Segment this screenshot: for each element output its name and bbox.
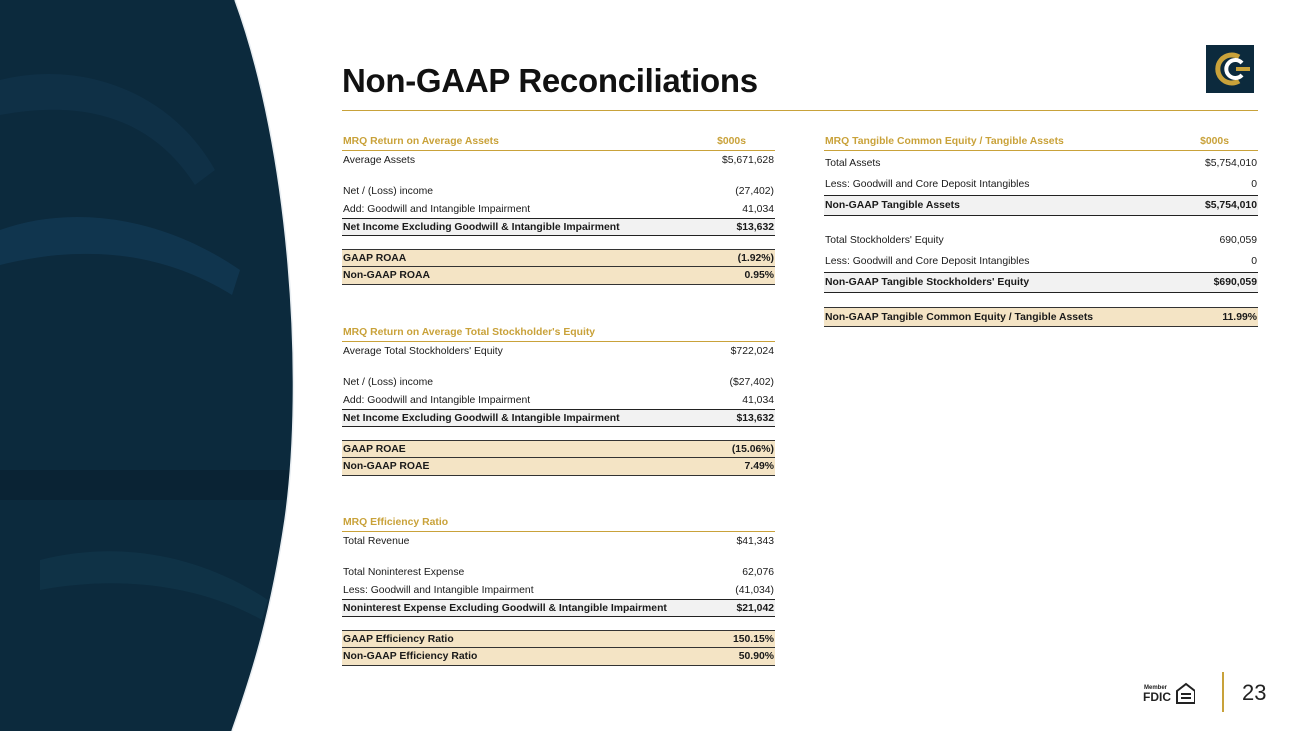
efficiency-table [342, 512, 775, 666]
table-row: Total Assets $5,754,010 [825, 157, 1257, 169]
table-row: Less: Goodwill and Intangible Impairment (41,034) [343, 584, 774, 596]
non-gaap-roae-row: Non-GAAP ROAE 7.49% [342, 458, 775, 476]
gaap-efficiency-row: GAAP Efficiency Ratio 150.15% [342, 630, 775, 648]
unit-label: $000s [717, 136, 746, 147]
company-logo-icon [1206, 45, 1254, 93]
fdic-logo-icon [1143, 681, 1195, 705]
fdic-member-text: Member [1144, 685, 1168, 691]
table-row: Average Assets $5,671,628 [343, 154, 774, 166]
page-title: Non-GAAP Reconciliations [342, 62, 758, 99]
fdic-text: FDIC [1143, 690, 1171, 704]
efficiency-header: MRQ Efficiency Ratio [342, 512, 775, 532]
table-row: Total Revenue $41,343 [343, 535, 774, 547]
non-gaap-roaa-row: Non-GAAP ROAA 0.95% [342, 267, 775, 285]
subtotal-row: Net Income Excluding Goodwill & Intangible Impairment $13,632 [342, 218, 775, 236]
non-gaap-efficiency-row: Non-GAAP Efficiency Ratio 50.90% [342, 648, 775, 666]
roae-table [342, 322, 775, 476]
table-row: Add: Goodwill and Intangible Impairment 41,034 [343, 203, 774, 215]
tce-header: MRQ Tangible Common Equity / Tangible Assets $000s [824, 131, 1258, 151]
table-row: Net / (Loss) income (27,402) [343, 185, 774, 197]
tce-ratio-row: Non-GAAP Tangible Common Equity / Tangible Assets 11.99% [824, 307, 1258, 327]
tangible-equity-table [824, 131, 1258, 327]
table-row: Less: Goodwill and Core Deposit Intangibles 0 [825, 255, 1257, 267]
title-divider [342, 110, 1258, 111]
tangible-equity-row: Non-GAAP Tangible Stockholders' Equity $690,059 [824, 272, 1258, 293]
gaap-roae-row: GAAP ROAE (15.06%) [342, 440, 775, 458]
table-row: Less: Goodwill and Core Deposit Intangibles 0 [825, 178, 1257, 190]
roae-header: MRQ Return on Average Total Stockholder's Equity [342, 322, 775, 342]
subtotal-row: Noninterest Expense Excluding Goodwill & Intangible Impairment $21,042 [342, 599, 775, 617]
table-row: Net / (Loss) income ($27,402) [343, 376, 774, 388]
table-row: Add: Goodwill and Intangible Impairment 41,034 [343, 394, 774, 406]
footer-divider [1222, 672, 1224, 712]
tangible-assets-row: Non-GAAP Tangible Assets $5,754,010 [824, 195, 1258, 216]
gaap-roaa-row: GAAP ROAA (1.92%) [342, 249, 775, 267]
unit-label: $000s [1200, 136, 1229, 147]
table-row: Average Total Stockholders' Equity $722,024 [343, 345, 774, 357]
page-number: 23 [1242, 680, 1267, 705]
background-graphic [0, 0, 300, 731]
roaa-header: MRQ Return on Average Assets $000s [342, 131, 775, 151]
roaa-table [342, 131, 775, 285]
table-row: Total Noninterest Expense 62,076 [343, 566, 774, 578]
table-row: Total Stockholders' Equity 690,059 [825, 234, 1257, 246]
subtotal-row: Net Income Excluding Goodwill & Intangible Impairment $13,632 [342, 409, 775, 427]
